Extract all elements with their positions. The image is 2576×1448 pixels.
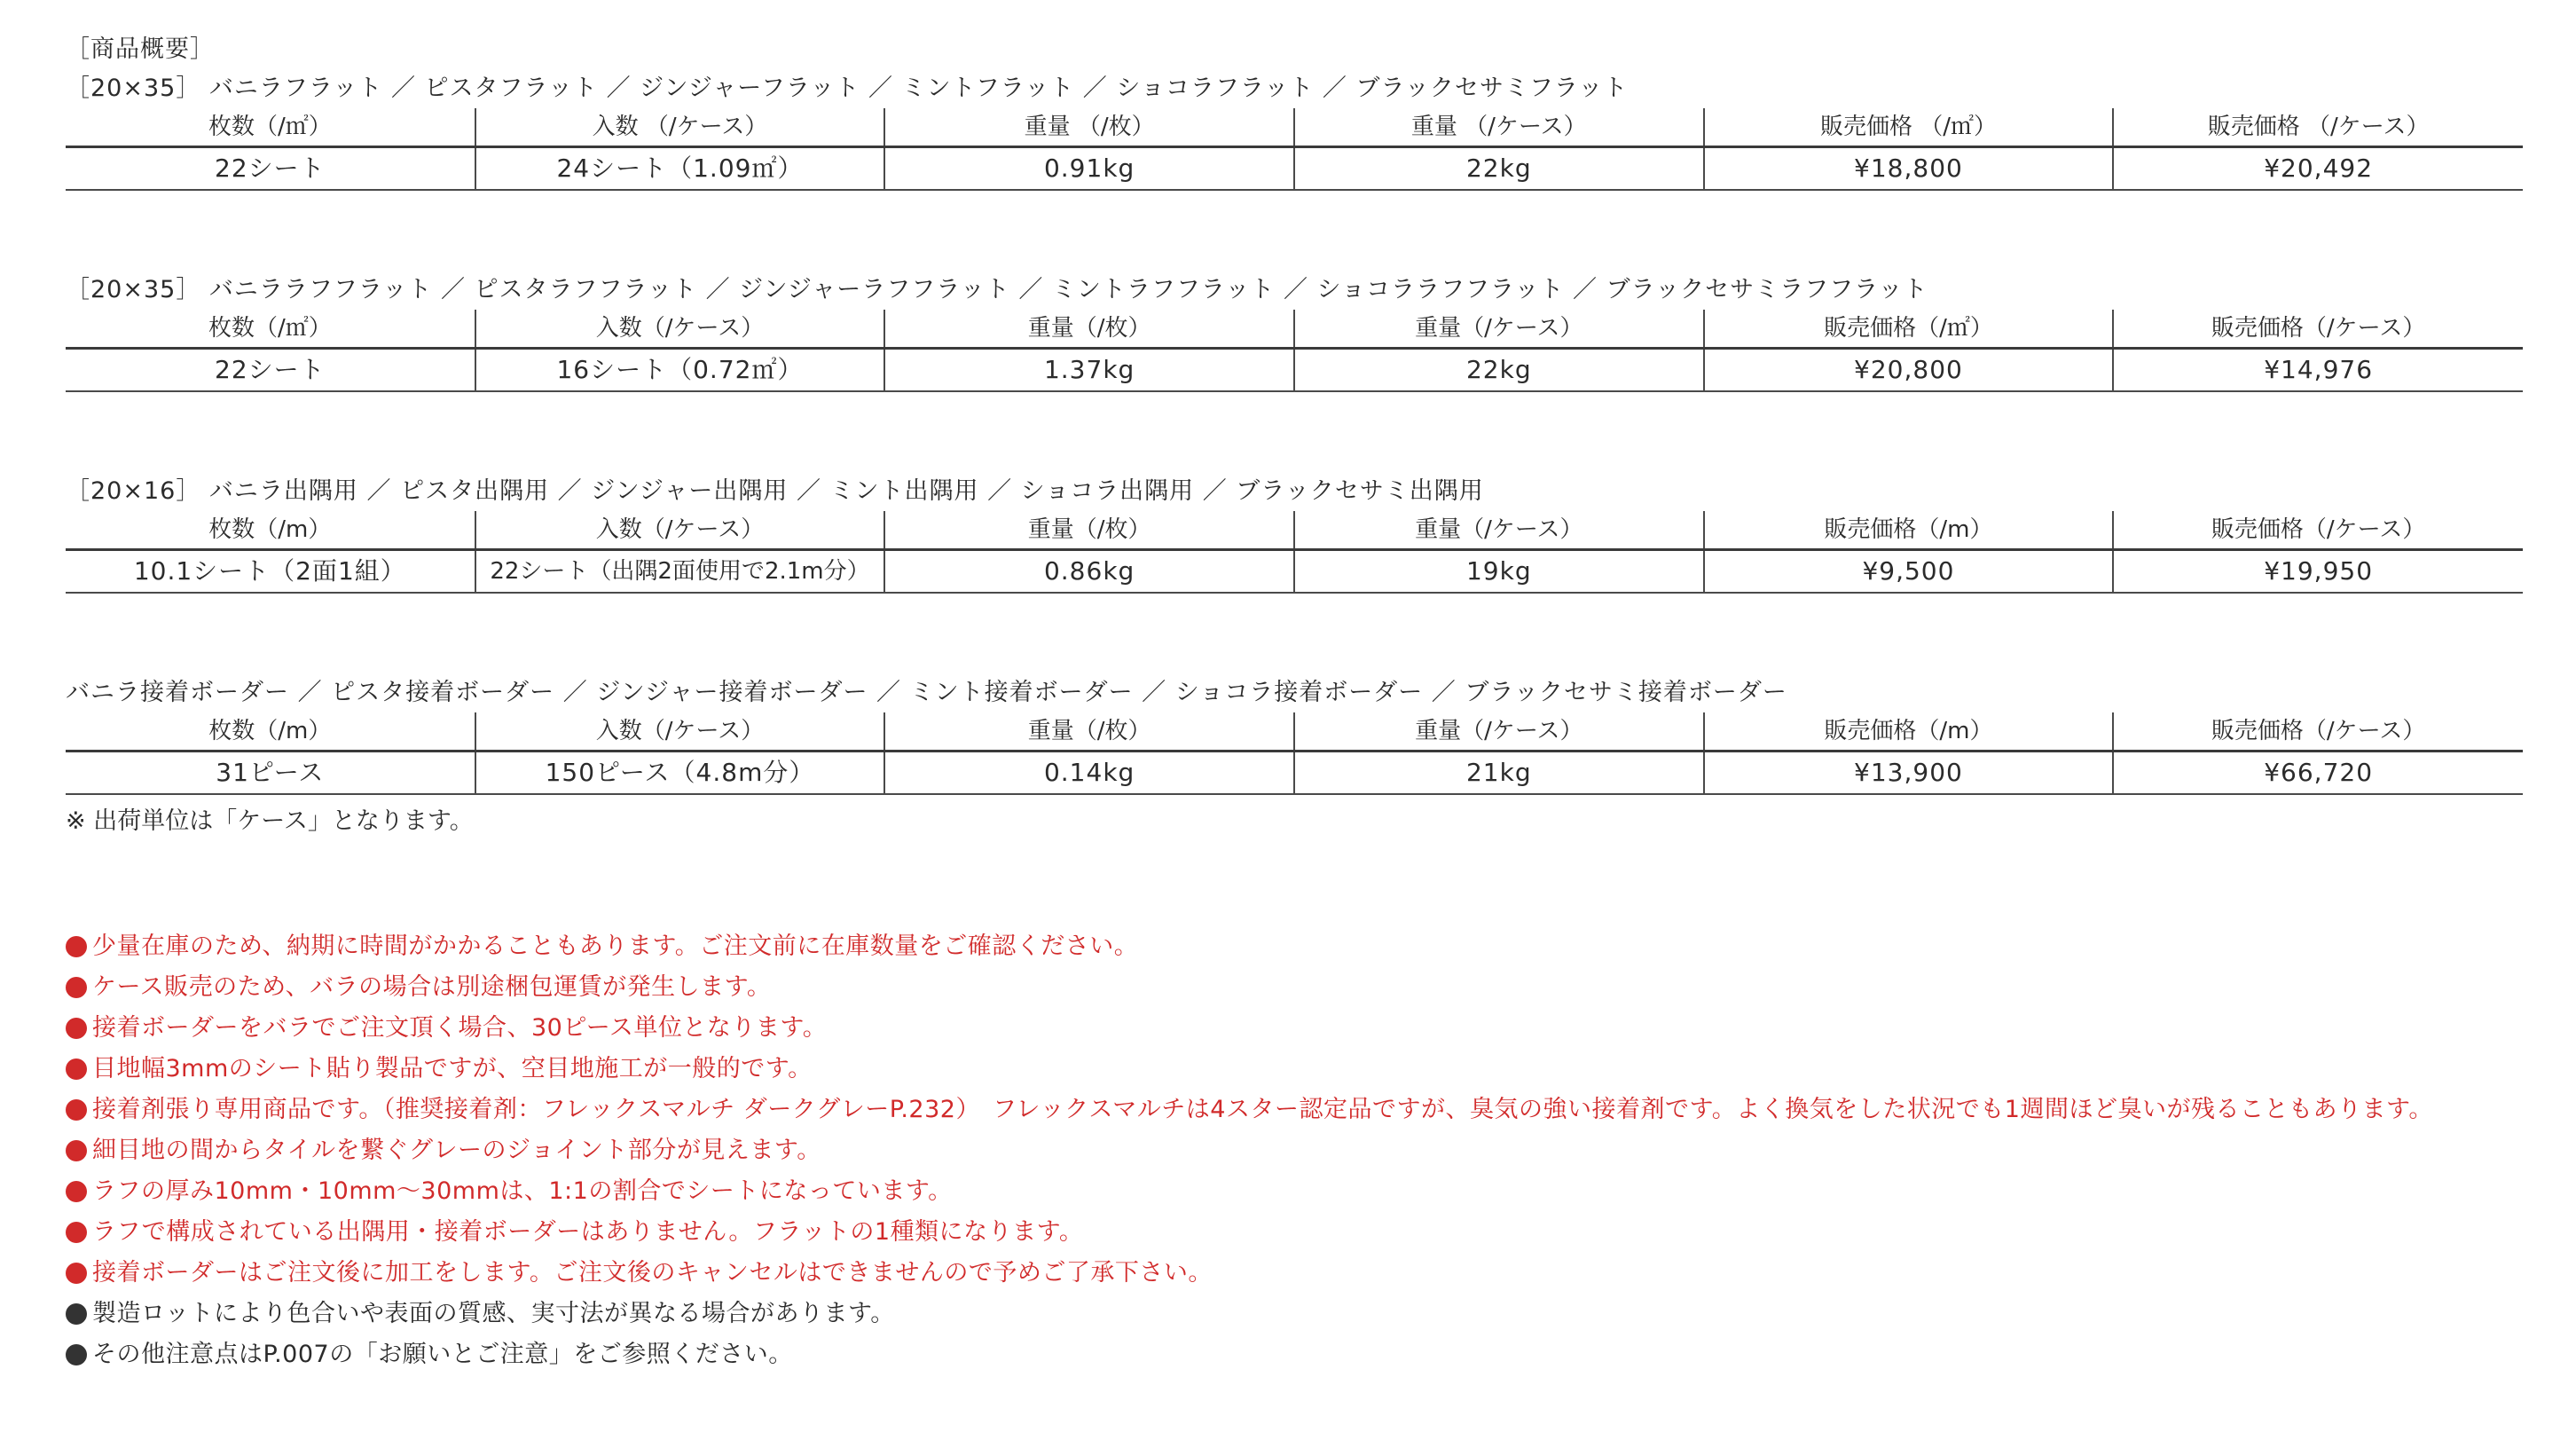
section-header: ［商品概要］ — [66, 35, 215, 63]
spec-table — [66, 108, 2523, 191]
note-item — [66, 926, 2532, 967]
note-text: 接着剤張り専用商品です。（推奨接着剤：フレックスマルチ ダークグレーP.232） フレックスマルチは4スター認定品ですが、臭気の強い接着剤です。よく換気をした状況でも1週間ほど臭いが残ることもあります。 — [92, 1096, 2433, 1123]
cell-price-per-case: ¥14,976 — [2113, 349, 2523, 392]
header-sheets-per-unit: 枚数（/㎡） — [66, 108, 475, 147]
bullet-icon — [66, 1181, 87, 1202]
cell-qty-per-case: 150ピース（4.8m分） — [475, 752, 885, 795]
table-header-row — [66, 511, 2523, 550]
cell-weight-per-case: 19kg — [1294, 550, 1704, 594]
note-item — [66, 1130, 2532, 1171]
cell-weight-per-sheet: 0.91kg — [884, 147, 1294, 191]
note-text: ラフで構成されている出隅用・接着ボーダーはありません。フラットの1種類になります。 — [92, 1218, 1084, 1246]
header-price-per-case: 販売価格（/ケース） — [2113, 511, 2523, 550]
cell-price-per-unit: ¥18,800 — [1704, 147, 2114, 191]
header-price-per-unit: 販売価格（/m） — [1704, 511, 2114, 550]
bullet-icon — [66, 1140, 87, 1161]
bullet-icon — [66, 1018, 87, 1039]
cell-sheets-per-unit: 31ピース — [66, 752, 475, 795]
product-title: ［20×35］ バニララフフラット ／ ピスタラフフラット ／ ジンジャーラフフラット ／ ミントラフフラット ／ ショコララフフラット ／ ブラックセサミラフフラット — [66, 276, 1928, 303]
cell-price-per-case: ¥66,720 — [2113, 752, 2523, 795]
product-block-flat — [66, 69, 2523, 191]
table-header-row — [66, 712, 2523, 752]
bullet-icon — [66, 1263, 87, 1284]
header-qty-per-case: 入数（/ケース） — [475, 511, 885, 550]
product-block-border — [66, 673, 2523, 795]
product-overview — [66, 30, 2523, 841]
header-weight-per-sheet: 重量（/枚） — [884, 712, 1294, 752]
header-weight-per-sheet: 重量 （/枚） — [884, 108, 1294, 147]
header-weight-per-case: 重量（/ケース） — [1294, 712, 1704, 752]
note-text: 細目地の間からタイルを繋ぐグレーのジョイント部分が見えます。 — [92, 1137, 821, 1164]
bullet-icon — [66, 1222, 87, 1243]
spec-table — [66, 310, 2523, 392]
product-title: ［20×16］ バニラ出隅用 ／ ピスタ出隅用 ／ ジンジャー出隅用 ／ ミント出隅用 ／ ショコラ出隅用 ／ ブラックセサミ出隅用 — [66, 477, 1484, 505]
note-text: 接着ボーダーをバラでご注文頂く場合、30ピース単位となります。 — [92, 1014, 828, 1042]
spec-table — [66, 712, 2523, 795]
header-weight-per-case: 重量 （/ケース） — [1294, 108, 1704, 147]
cell-weight-per-sheet: 0.14kg — [884, 752, 1294, 795]
header-price-per-unit: 販売価格（/㎡） — [1704, 310, 2114, 349]
cell-weight-per-case: 22kg — [1294, 349, 1704, 392]
table-row — [66, 752, 2523, 795]
header-weight-per-sheet: 重量（/枚） — [884, 310, 1294, 349]
table-row — [66, 550, 2523, 594]
note-text: ラフの厚み10mm・10mm〜30mmは、1:1の割合でシートになっています。 — [92, 1177, 953, 1205]
note-item — [66, 1090, 2532, 1130]
product-title: ［20×35］ バニラフラット ／ ピスタフラット ／ ジンジャーフラット ／ ミントフラット ／ ショコラフラット ／ ブラックセサミフラット — [66, 75, 1629, 102]
table-row — [66, 349, 2523, 392]
cell-weight-per-sheet: 1.37kg — [884, 349, 1294, 392]
header-sheets-per-unit: 枚数（/㎡） — [66, 310, 475, 349]
header-weight-per-case: 重量（/ケース） — [1294, 310, 1704, 349]
cell-sheets-per-unit: 22シート — [66, 349, 475, 392]
product-block-rough-flat — [66, 271, 2523, 392]
table-row — [66, 147, 2523, 191]
table-header-row — [66, 108, 2523, 147]
product-block-corner — [66, 472, 2523, 594]
header-sheets-per-unit: 枚数（/m） — [66, 511, 475, 550]
note-text: 製造ロットにより色合いや表面の質感、実寸法が異なる場合があります。 — [92, 1300, 895, 1327]
header-price-per-case: 販売価格（/ケース） — [2113, 310, 2523, 349]
bullet-icon — [66, 936, 87, 957]
product-title: バニラ接着ボーダー ／ ピスタ接着ボーダー ／ ジンジャー接着ボーダー ／ ミント接着ボーダー ／ ショコラ接着ボーダー ／ ブラックセサミ接着ボーダー — [66, 679, 1787, 706]
header-sheets-per-unit: 枚数（/m） — [66, 712, 475, 752]
note-text: 目地幅3mmのシート貼り製品ですが、空目地施工が一般的です。 — [92, 1055, 813, 1082]
header-qty-per-case: 入数（/ケース） — [475, 712, 885, 752]
note-item — [66, 967, 2532, 1008]
cell-sheets-per-unit: 22シート — [66, 147, 475, 191]
cell-weight-per-sheet: 0.86kg — [884, 550, 1294, 594]
header-price-per-unit: 販売価格 （/㎡） — [1704, 108, 2114, 147]
bullet-icon — [66, 1058, 87, 1080]
header-weight-per-sheet: 重量（/枚） — [884, 511, 1294, 550]
header-weight-per-case: 重量（/ケース） — [1294, 511, 1704, 550]
note-item — [66, 1008, 2532, 1049]
cell-weight-per-case: 21kg — [1294, 752, 1704, 795]
note-text: 接着ボーダーはご注文後に加工をします。ご注文後のキャンセルはできませんので予めご了承下さい。 — [92, 1259, 1213, 1287]
header-qty-per-case: 入数 （/ケース） — [475, 108, 885, 147]
note-item — [66, 1294, 2532, 1334]
cell-sheets-per-unit: 10.1シート（2面1組） — [66, 550, 475, 594]
note-item — [66, 1049, 2532, 1090]
cell-price-per-unit: ¥9,500 — [1704, 550, 2114, 594]
note-item — [66, 1253, 2532, 1294]
spec-table — [66, 511, 2523, 594]
shipping-note: ※ 出荷単位は「ケース」となります。 — [66, 807, 474, 835]
cell-price-per-case: ¥20,492 — [2113, 147, 2523, 191]
bullet-icon — [66, 1099, 87, 1121]
cell-price-per-unit: ¥20,800 — [1704, 349, 2114, 392]
bullet-icon — [66, 1344, 87, 1365]
cell-qty-per-case: 22シート（出隅2面使用で2.1m分） — [475, 550, 885, 594]
note-item — [66, 1334, 2532, 1375]
bullet-icon — [66, 977, 87, 998]
cell-qty-per-case: 24シート（1.09㎡） — [475, 147, 885, 191]
cell-price-per-unit: ¥13,900 — [1704, 752, 2114, 795]
table-header-row — [66, 310, 2523, 349]
header-price-per-case: 販売価格（/ケース） — [2113, 712, 2523, 752]
cell-price-per-case: ¥19,950 — [2113, 550, 2523, 594]
bullet-icon — [66, 1303, 87, 1325]
note-item — [66, 1212, 2532, 1253]
header-price-per-unit: 販売価格（/m） — [1704, 712, 2114, 752]
note-item — [66, 1171, 2532, 1212]
cell-weight-per-case: 22kg — [1294, 147, 1704, 191]
note-text: その他注意点はP.007の「お願いとご注意」をご参照ください。 — [92, 1341, 793, 1368]
notes-list — [66, 926, 2532, 1375]
header-qty-per-case: 入数（/ケース） — [475, 310, 885, 349]
header-price-per-case: 販売価格 （/ケース） — [2113, 108, 2523, 147]
note-text: 少量在庫のため、納期に時間がかかることもあります。ご注文前に在庫数量をご確認ください。 — [92, 933, 1139, 960]
note-text: ケース販売のため、バラの場合は別途梱包運賃が発生します。 — [92, 973, 772, 1001]
cell-qty-per-case: 16シート（0.72㎡） — [475, 349, 885, 392]
